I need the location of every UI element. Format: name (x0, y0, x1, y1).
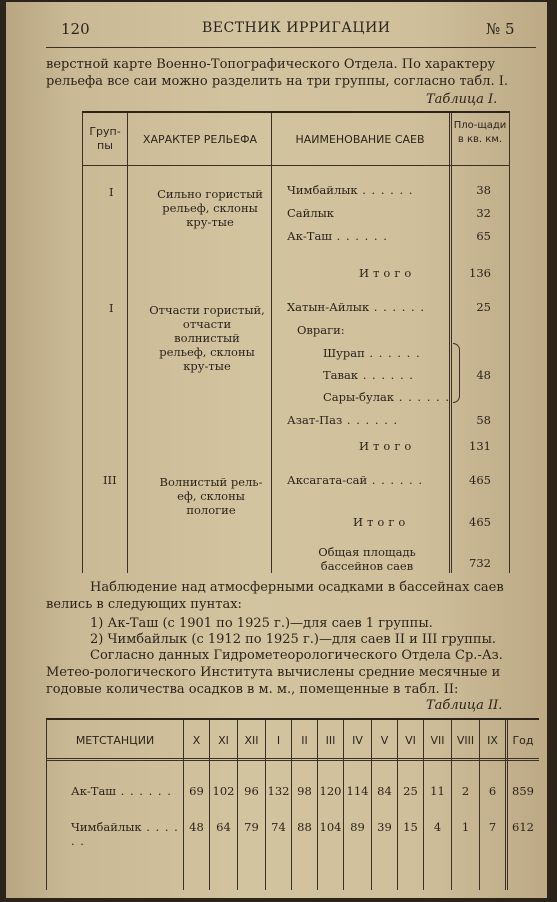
precip-value: 104 (319, 820, 342, 834)
precip-value: 79 (244, 820, 259, 834)
sai-area: 48 (476, 368, 491, 382)
precip-value: 84 (377, 784, 392, 798)
sai-name: Азат-Паз . . . (287, 413, 398, 427)
precip-value: 74 (271, 820, 286, 834)
precip-value: 64 (216, 820, 231, 834)
sai-area: 65 (476, 229, 491, 243)
precip-value: 89 (350, 820, 365, 834)
relief-description: Сильно гористый рельеф, склоны кру-тые (157, 187, 263, 229)
sai-name: Овраги: (297, 323, 345, 337)
th-area: Пло-щади в кв. км. (453, 120, 507, 145)
precip-value: 132 (267, 784, 290, 798)
precip-value: 69 (189, 784, 204, 798)
th-station: МЕТСТАНЦИИ (75, 734, 155, 747)
precip-value: 48 (189, 820, 204, 834)
table-1 (82, 111, 510, 573)
intro-paragraph: верстной карте Военно-Топографического Отдела. По характеру рельефа все саи можно разделить на три группы, согласно табл. I. (46, 57, 509, 89)
sai-name: Шурап . . . (323, 346, 421, 360)
subtotal-label: Итого (353, 515, 410, 529)
sai-area: 465 (469, 473, 491, 487)
precip-value: 7 (488, 820, 497, 834)
precip-value: 39 (377, 820, 392, 834)
station-name: Чимбайлык . . . (71, 820, 181, 848)
th-month: XI (218, 734, 229, 747)
sai-name: Тавак . . . (323, 368, 414, 382)
sai-name: Аксагата-сай . . . (287, 473, 423, 487)
th-month: II (301, 734, 308, 747)
grand-total-value: 732 (469, 556, 491, 570)
sai-name: Сайлык (287, 206, 334, 220)
subtotal-value: 136 (469, 266, 491, 280)
paragraph: Согласно данных Гидрометеорологического Отдела Ср.-Аз. Метео-рологического Института вычислены средние месячные и годовые количества осадков в м. м., помещенные в табл. II: (46, 648, 503, 697)
sai-name: Чимбайлык . . . (287, 183, 413, 197)
sai-area: 32 (476, 206, 491, 220)
sai-name: Хатын-Айлык . . . (287, 300, 425, 314)
precip-value: 114 (346, 784, 369, 798)
subtotal-label: Итого (359, 439, 416, 453)
precip-value: 96 (244, 784, 259, 798)
group-number: I (109, 185, 114, 199)
document-page (6, 2, 547, 898)
th-month: VIII (456, 734, 475, 747)
relief-description: Отчасти гористый, отчасти волнистый рельеф, склоны кру-тые (149, 303, 265, 373)
precip-value: 120 (319, 784, 342, 798)
th-month: XII (244, 734, 259, 747)
precip-value: 11 (430, 784, 445, 798)
table-2 (46, 718, 539, 890)
sai-area: 58 (476, 413, 491, 427)
list-item: 2) Чимбайлык (с 1912 по 1925 г.)—для саев II и III группы. (90, 632, 497, 647)
relief-description: Волнистый рель-еф, склоны пологие (159, 475, 263, 517)
th-month: IX (487, 734, 498, 747)
station-name: Ак-Таш . . . (71, 784, 181, 798)
precip-value: 4 (433, 820, 442, 834)
precip-value: 88 (297, 820, 312, 834)
th-month: V (380, 734, 389, 747)
table1-caption: Таблица I. (426, 92, 498, 107)
precip-year: 859 (512, 784, 534, 798)
sai-name: Ак-Таш . . . (287, 229, 388, 243)
grand-total-label: Общая площадь бассейнов саев (318, 545, 416, 573)
table2-caption: Таблица II. (426, 698, 503, 713)
th-month: III (325, 734, 336, 747)
page-number: 120 (61, 20, 90, 38)
header-rule (46, 47, 536, 48)
th-month: VII (430, 734, 445, 747)
th-relief: ХАРАКТЕР РЕЛЬЕФА (142, 133, 258, 146)
th-month: IV (352, 734, 363, 747)
sai-area: 38 (476, 183, 491, 197)
th-month: VI (405, 734, 416, 747)
precip-value: 6 (488, 784, 497, 798)
paragraph: Наблюдение над атмосферными осадками в бассейнах саев велись в следующих пунтах: (46, 580, 504, 612)
th-month: I (276, 734, 281, 747)
th-month: X (192, 734, 201, 747)
group-number: III (103, 473, 117, 487)
group-number: I (109, 301, 114, 315)
th-name: НАИМЕНОВАНИЕ САЕВ (295, 133, 425, 146)
sai-name: Сары-булак . . . (323, 390, 450, 404)
page-header (6, 20, 547, 46)
precip-value: 98 (297, 784, 312, 798)
precip-value: 102 (212, 784, 235, 798)
subtotal-label: Итого (359, 266, 416, 280)
list-item: 1) Ак-Таш (с 1901 по 1925 г.)—для саев 1 группы. (90, 616, 433, 631)
sai-area: 25 (476, 300, 491, 314)
precip-value: 15 (403, 820, 418, 834)
issue-number: № 5 (486, 20, 515, 38)
th-group: Груп-пы (89, 125, 121, 152)
subtotal-value: 465 (469, 515, 491, 529)
subtotal-value: 131 (469, 439, 491, 453)
precip-value: 25 (403, 784, 418, 798)
precip-year: 612 (512, 820, 534, 834)
precip-value: 1 (461, 820, 470, 834)
journal-title: ВЕСТНИК ИРРИГАЦИИ (202, 20, 391, 36)
precip-value: 2 (461, 784, 470, 798)
th-year: Год (512, 734, 534, 747)
